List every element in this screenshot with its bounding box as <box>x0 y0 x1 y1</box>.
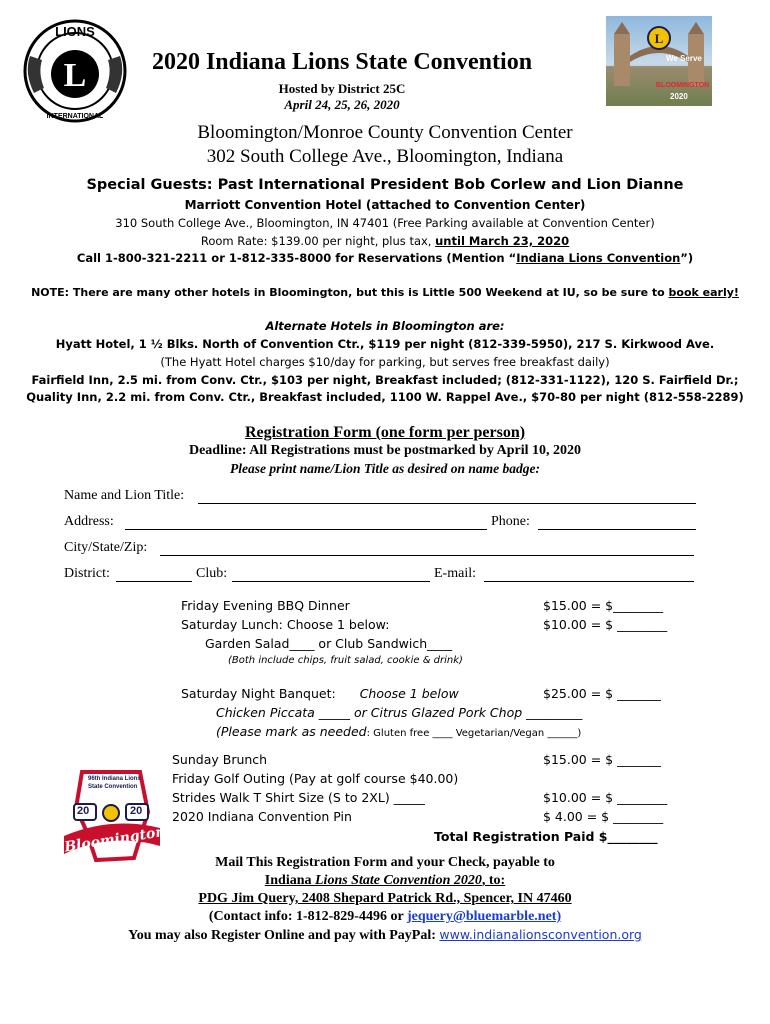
club-label: Club: <box>196 566 228 581</box>
note-text: NOTE: There are many other hotels in Bloomington, but this is Little 500 Weekend at IU, so be sure to <box>31 286 669 299</box>
banquet-choose: Choose 1 below <box>359 686 459 701</box>
banquet-price[interactable]: $25.00 = $ _______ <box>543 686 661 701</box>
mail-payee <box>0 873 770 889</box>
bbq-item: Friday Evening BBQ Dinner <box>181 598 350 613</box>
banquet-mark: (Please mark as needed <box>216 724 367 739</box>
badge-city: Bloomington <box>63 823 167 856</box>
call-text: Call 1-800-321-2211 or 1-812-335-8000 for Reservations (Mention “ <box>76 251 517 265</box>
page-title: 2020 Indiana Lions State Convention <box>151 49 533 75</box>
note <box>0 286 770 299</box>
svg-text:L: L <box>63 57 87 94</box>
form-deadline: Deadline: All Registrations must be postmarked by April 10, 2020 <box>188 443 581 458</box>
quality-inn: Quality Inn, 2.2 mi. from Conv. Ctr., Breakfast included, 1100 W. Rappel Ave., $70-80 per night (812-558-2289) <box>26 390 744 404</box>
hotel-address: 310 South College Ave., Bloomington, IN 47401 (Free Parking available at Convention Center) <box>115 216 655 230</box>
contact-info <box>0 909 770 925</box>
banquet-item <box>181 686 459 701</box>
brunch-price[interactable]: $15.00 = $ _______ <box>543 752 661 767</box>
badge-line2: State Convention <box>88 784 138 790</box>
call-suffix: ”) <box>680 251 694 265</box>
name-label: Name and Lion Title: <box>64 488 185 503</box>
payee-name: Lions State Convention 2020 <box>315 873 482 888</box>
lunch-item: Saturday Lunch: Choose 1 below: <box>181 617 390 632</box>
hyatt-hotel: Hyatt Hotel, 1 ½ Blks. North of Convention Ctr., $119 per night (812-339-5950), 217 S. Kirkwood Ave. <box>55 337 715 351</box>
hosted-by: Hosted by District 25C <box>278 81 406 96</box>
phone-label: Phone: <box>491 514 530 529</box>
bbq-price[interactable]: $15.00 = $________ <box>543 598 664 613</box>
badge-year-right: 20 <box>130 805 143 817</box>
lunch-note: (Both include chips, fruit salad, cookie & drink) <box>228 655 463 666</box>
hotel-name: Marriott Convention Hotel (attached to Convention Center) <box>184 198 586 212</box>
room-rate-text: Room Rate: $139.00 per night, plus tax, <box>200 234 436 248</box>
alternate-heading: Alternate Hotels in Bloomington are: <box>265 319 505 333</box>
phone-field[interactable] <box>538 529 696 530</box>
pin-item: 2020 Indiana Convention Pin <box>172 809 352 824</box>
venue-name: Bloomington/Monroe County Convention Center <box>197 122 573 143</box>
form-title: Registration Form (one form per person) <box>244 424 526 441</box>
badge-year-left: 20 <box>77 805 90 817</box>
shirt-price[interactable]: $10.00 = $ ________ <box>543 790 668 805</box>
club-field[interactable] <box>232 581 430 582</box>
brunch-item: Sunday Brunch <box>172 752 268 767</box>
convention-photo <box>606 16 712 106</box>
shirt-item[interactable]: Strides Walk T Shirt Size (S to 2XL) _____ <box>172 790 425 805</box>
name-field[interactable] <box>198 503 696 504</box>
photo-caption-year: 2020 <box>670 92 688 101</box>
rate-deadline: until March 23, 2020 <box>435 234 570 248</box>
contact-text: (Contact info: 1-812-829-4496 or <box>208 909 407 924</box>
pin-price[interactable]: $ 4.00 = $ ________ <box>543 809 664 824</box>
room-rate <box>0 234 770 248</box>
lions-logo <box>22 18 128 124</box>
payee-suffix: , to: <box>481 873 506 888</box>
address-field[interactable] <box>125 529 487 530</box>
form-print-note: Please print name/Lion Title as desired on name badge: <box>230 461 540 476</box>
banquet-diet-line[interactable] <box>216 724 581 739</box>
city-field[interactable] <box>160 555 694 556</box>
email-label: E-mail: <box>434 566 476 581</box>
online-registration <box>0 927 770 944</box>
hyatt-note: (The Hyatt Hotel charges $10/day for parking, but serves free breakfast daily) <box>160 355 610 369</box>
svg-text:LIONS: LIONS <box>55 24 95 39</box>
payee-prefix: Indiana <box>264 873 315 888</box>
mail-line: Mail This Registration Form and your Check, payable to <box>215 855 555 870</box>
bloomington-badge <box>56 768 166 864</box>
fairfield-inn: Fairfield Inn, 2.5 mi. from Conv. Ctr., $103 per night, Breakfast included; (812-331-1122), 120 S. Fairfield Dr.; <box>31 373 739 387</box>
district-field[interactable] <box>116 581 192 582</box>
photo-caption-we-serve: We Serve <box>666 54 702 63</box>
city-label: City/State/Zip: <box>64 540 148 555</box>
convention-website-link[interactable]: www.indianalionsconvention.org <box>439 927 642 942</box>
banquet-label: Saturday Night Banquet: <box>181 686 336 701</box>
address-label: Address: <box>64 514 114 529</box>
banquet-choice[interactable]: Chicken Piccata _____ or Citrus Glazed Pork Chop _________ <box>216 705 583 720</box>
online-text: You may also Register Online and pay with PayPal: <box>128 928 440 943</box>
lunch-choice[interactable]: Garden Salad____ or Club Sandwich____ <box>205 636 453 651</box>
call-mention: Indiana Lions Convention <box>516 251 681 265</box>
total-paid[interactable]: Total Registration Paid $________ <box>434 829 658 844</box>
svg-text:L: L <box>654 31 664 46</box>
email-field[interactable] <box>484 581 694 582</box>
note-emph: book early! <box>668 286 739 299</box>
golf-item: Friday Golf Outing (Pay at golf course $40.00) <box>172 771 459 786</box>
convention-dates: April 24, 25, 26, 2020 <box>284 97 400 112</box>
badge-line1: 96th Indiana Lions <box>88 776 141 782</box>
lunch-price[interactable]: $10.00 = $ ________ <box>543 617 668 632</box>
contact-email-link[interactable]: jequery@bluemarble.net) <box>406 909 562 924</box>
district-label: District: <box>64 566 110 581</box>
mail-address: PDG Jim Query, 2408 Shepard Patrick Rd., Spencer, IN 47460 <box>198 891 572 906</box>
special-guests: Special Guests: Past International President Bob Corlew and Lion Dianne <box>86 177 684 193</box>
photo-caption-city: BLOOMINGTON <box>656 82 710 89</box>
svg-text:INTERNATIONAL: INTERNATIONAL <box>46 113 104 120</box>
venue-address: 302 South College Ave., Bloomington, Indiana <box>206 146 564 167</box>
banquet-diet: : Gluten free ____ Vegetarian/Vegan ______) <box>366 728 582 739</box>
reservation-call <box>0 251 770 265</box>
